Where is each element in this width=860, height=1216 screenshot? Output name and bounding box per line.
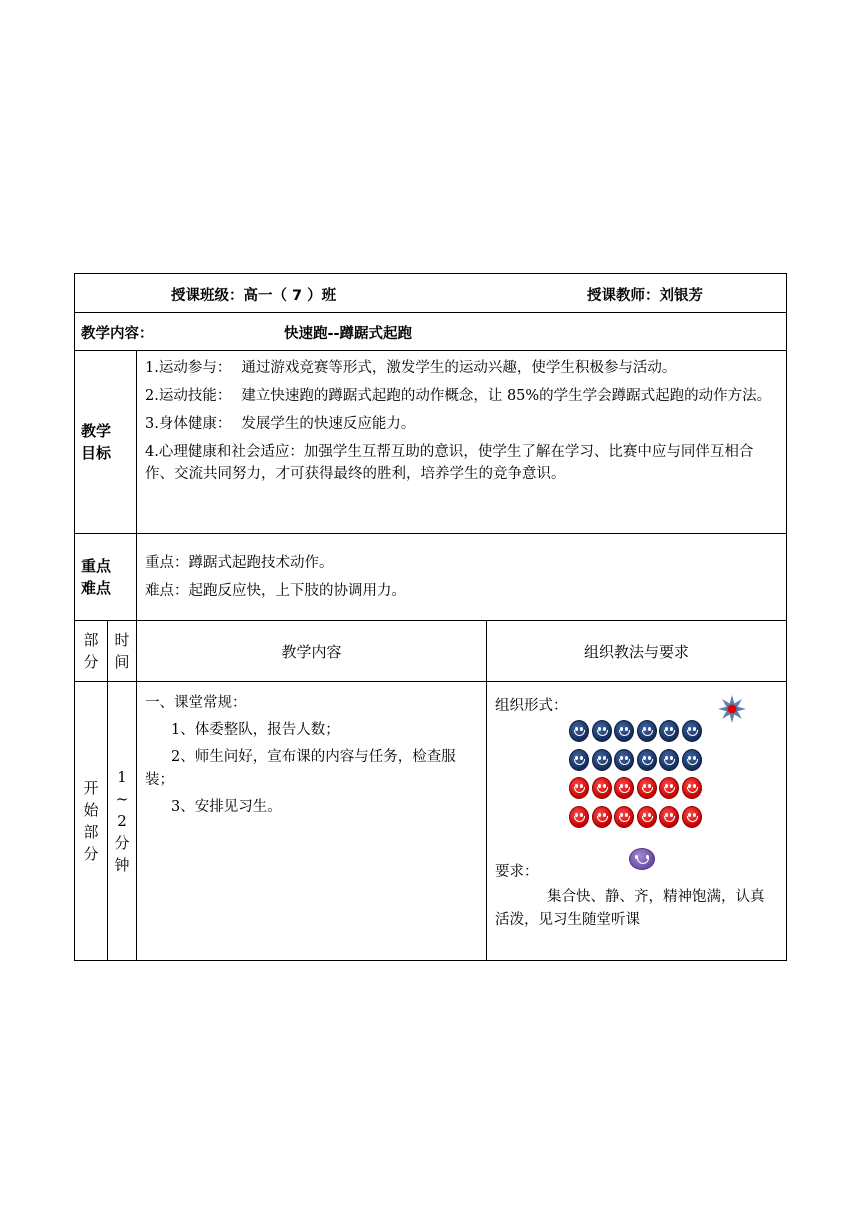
student-red-icon (569, 806, 589, 828)
start-organization (487, 682, 787, 961)
routine-item: 3、安排见习生。 (171, 799, 282, 815)
student-blue-icon (682, 720, 702, 742)
teacher-label: 授课教师：刘银芳 (587, 288, 703, 304)
student-blue-icon (614, 720, 634, 742)
teaching-content-header: 教学内容 (137, 621, 487, 682)
content-row (75, 313, 787, 351)
student-red-icon (592, 806, 612, 828)
student-red-icon (592, 777, 612, 799)
student-blue-icon (569, 720, 589, 742)
routine-heading: 一、课堂常规： (145, 695, 247, 711)
start-time-label: 1 ~ 2 分 钟 (108, 682, 137, 961)
goals-content (137, 351, 787, 534)
difficult-point: 难点：起跑反应快，上下肢的协调用力。 (145, 583, 406, 599)
teacher-star-icon (717, 694, 747, 724)
student-red-icon (614, 777, 634, 799)
routine-item: 1、体委整队，报告人数； (171, 722, 340, 738)
requirement-label: 要求： (495, 864, 539, 880)
key-points-label: 重点 难点 (75, 534, 137, 621)
routine-item: 2、师生问好，宣布课的内容与任务，检查服装； (145, 749, 456, 788)
student-red-icon (659, 806, 679, 828)
key-points-row (75, 534, 787, 621)
student-red-icon (637, 777, 657, 799)
key-point: 重点：蹲踞式起跑技术动作。 (145, 555, 334, 571)
lesson-plan-table (74, 273, 787, 961)
key-points-content (137, 534, 787, 621)
student-blue-icon (569, 749, 589, 771)
goal-item: 4.心理健康和社会适应：加强学生互帮互助的意识，使学生了解在学习、比赛中应与同伴互相合作、交流共同努力，才可获得最终的胜利，培养学生的竞争意识。 (145, 444, 754, 482)
student-red-icon (659, 777, 679, 799)
student-blue-icon (682, 749, 702, 771)
start-teaching-content (137, 682, 487, 961)
goals-label: 教学 目标 (75, 351, 137, 534)
student-red-icon (682, 806, 702, 828)
goal-item: 2.运动技能： 建立快速跑的蹲踞式起跑的动作概念，让 85%的学生学会蹲踞式起跑的动作方法。 (145, 388, 772, 404)
org-form-label: 组织形式： (495, 698, 568, 714)
student-red-icon (569, 777, 589, 799)
content-value: 快速跑--蹲踞式起跑 (284, 326, 413, 342)
organization-header: 组织教法与要求 (487, 621, 787, 682)
student-red-icon (614, 806, 634, 828)
requirement-text: 集合快、静、齐，精神饱满，认真活泼，见习生随堂听课 (495, 889, 765, 928)
goals-row (75, 351, 787, 534)
student-observer-icon (629, 848, 655, 870)
class-label: 授课班级：高一（ 7 ）班 (171, 288, 337, 304)
column-header-row (75, 621, 787, 682)
goal-item: 3.身体健康： 发展学生的快速反应能力。 (145, 416, 416, 432)
student-red-icon (637, 806, 657, 828)
part-column-header: 部 分 (75, 621, 108, 682)
student-blue-icon (592, 749, 612, 771)
student-blue-icon (659, 749, 679, 771)
student-blue-icon (659, 720, 679, 742)
goal-item: 1.运动参与： 通过游戏竞赛等形式，激发学生的运动兴趣，使学生积极参与活动。 (145, 360, 677, 376)
header-row (75, 274, 787, 313)
student-red-icon (682, 777, 702, 799)
start-section-row (75, 682, 787, 961)
start-part-label: 开 始 部 分 (75, 682, 108, 961)
student-blue-icon (637, 720, 657, 742)
student-blue-icon (637, 749, 657, 771)
time-column-header: 时 间 (108, 621, 137, 682)
student-blue-icon (592, 720, 612, 742)
content-label: 教学内容： (81, 326, 154, 342)
student-blue-icon (614, 749, 634, 771)
